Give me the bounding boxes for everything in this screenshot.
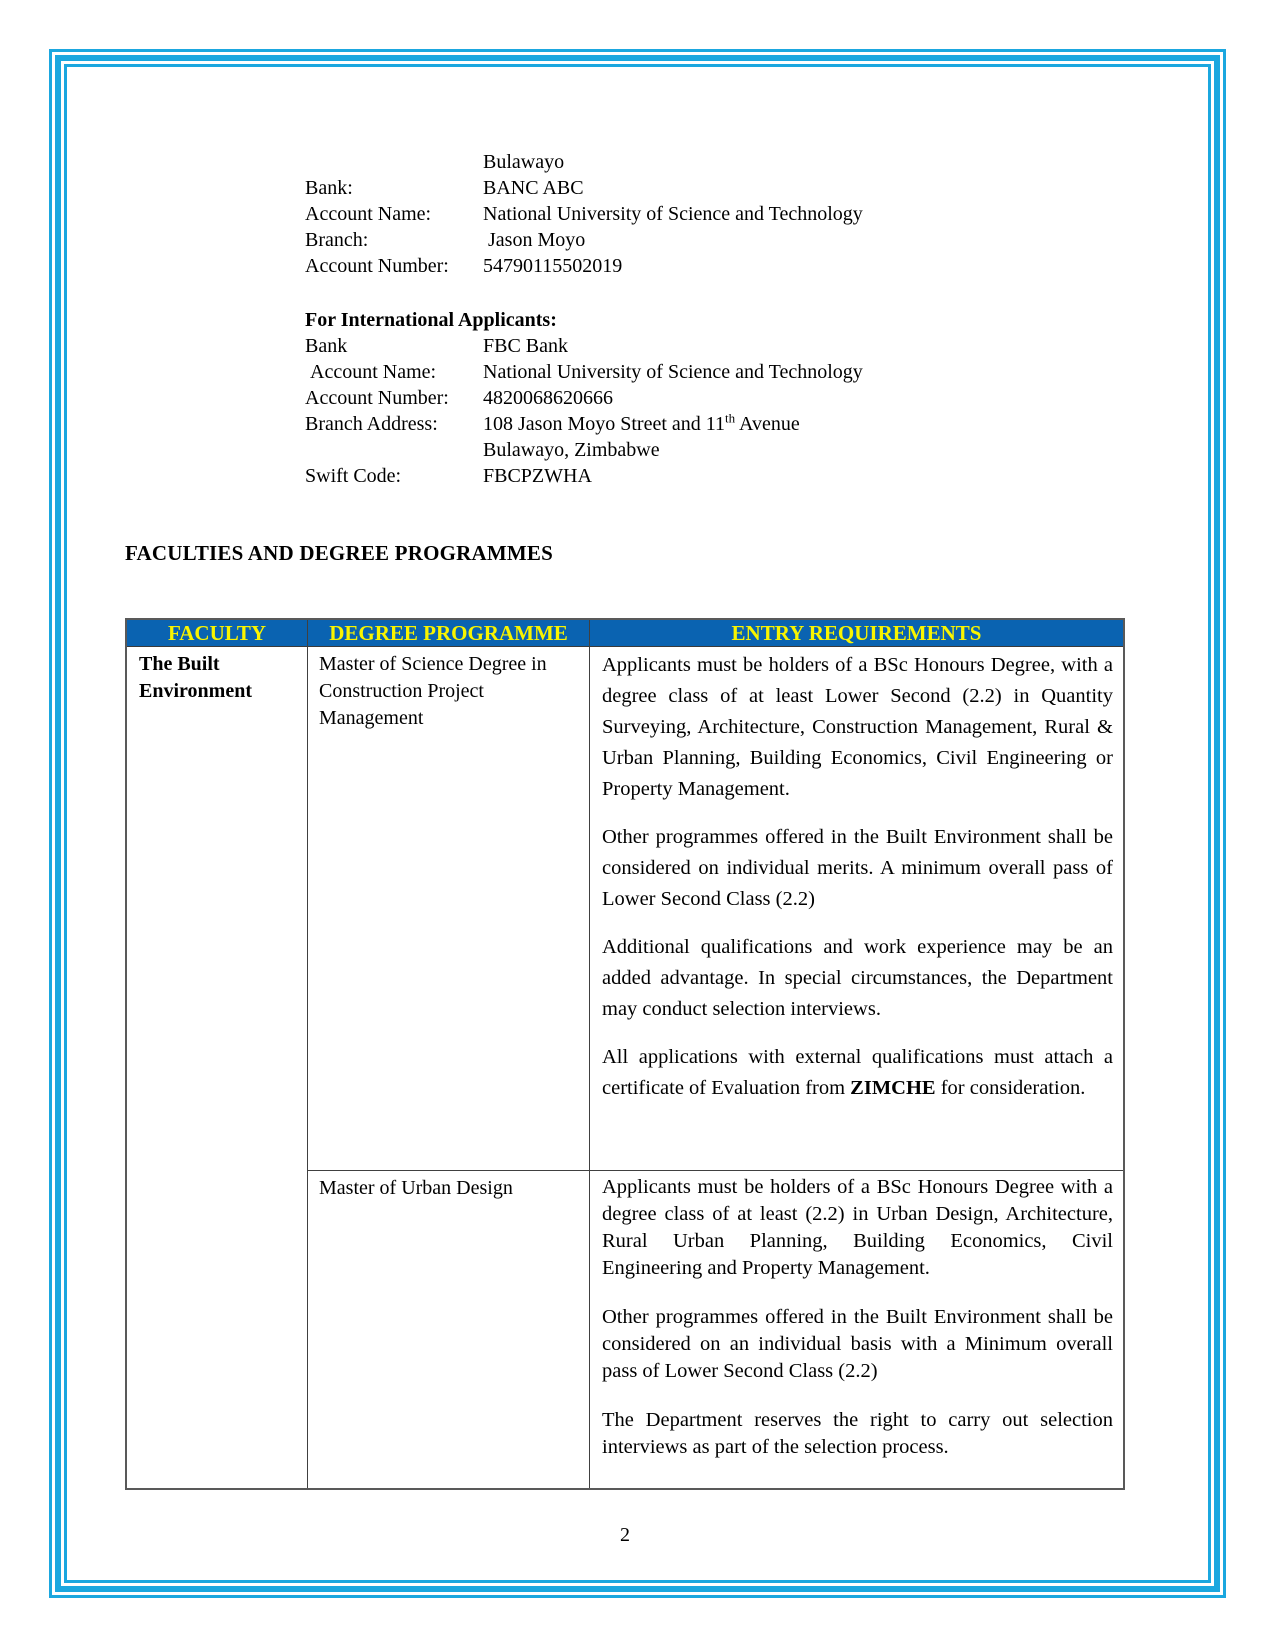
- bank-detail-row: [305, 175, 863, 201]
- column-header-entry-requirements: ENTRY REQUIREMENTS: [590, 620, 1123, 647]
- international-applicants-heading: For International Applicants:: [305, 309, 557, 331]
- detail-value: BANC ABC: [483, 177, 584, 199]
- detail-label: Account Name:: [305, 203, 432, 225]
- requirement-paragraph: Other programmes offered in the Built Environment shall be considered on individual merits. A minimum overall pass of Lower Second Class (2.2): [602, 826, 1113, 910]
- faculty-cell: The Built Environment: [127, 647, 308, 1488]
- column-header-faculty: FACULTY: [127, 620, 308, 647]
- requirement-text: All applications with external qualifications must attach a certificate of Evaluation from: [602, 1046, 1113, 1099]
- requirement-paragraph: [602, 1042, 1113, 1104]
- requirement-paragraph: Applicants must be holders of a BSc Honours Degree with a degree class of at least (2.2) in Urban Design, Architecture, Rural Urban Planning, Building Economics, Civil Engineering and Property Management.: [602, 1176, 1113, 1279]
- requirement-paragraph: Other programmes offered in the Built Environment shall be considered on an individual basis with a Minimum overall pass of Lower Second Class (2.2): [602, 1306, 1113, 1382]
- entry-requirements-cell: [590, 647, 1123, 1170]
- degree-programme-cell: Master of Urban Design: [308, 1170, 590, 1488]
- bank-detail-row: [305, 201, 863, 227]
- page-number: 2: [620, 1524, 630, 1546]
- detail-label: [305, 149, 483, 175]
- detail-value: National University of Science and Technology: [483, 361, 863, 383]
- detail-label: Account Number:: [305, 255, 449, 277]
- ordinal-suffix: th: [725, 410, 736, 426]
- detail-value: 54790115502019: [483, 255, 623, 277]
- bank-detail-row: [305, 411, 863, 437]
- bank-detail-row: [305, 227, 863, 253]
- degree-programme-cell: Master of Science Degree in Construction Project Management: [308, 647, 590, 1170]
- requirement-paragraph: The Department reserves the right to carry out selection interviews as part of the selection process.: [602, 1409, 1113, 1458]
- detail-label: Account Name:: [305, 361, 437, 383]
- detail-label: [305, 437, 483, 463]
- section-heading: FACULTIES AND DEGREE PROGRAMMES: [125, 541, 554, 565]
- bank-detail-row: [305, 437, 863, 463]
- international-banking-details: [305, 307, 863, 489]
- requirement-paragraph: Applicants must be holders of a BSc Honours Degree, with a degree class of at least Lower Second (2.2) in Quantity Surveying, Architecture, Construction Management, Rural & Urban Planning, Building Economics, Civil Engineering or Property Management.: [602, 654, 1113, 800]
- detail-label: Branch:: [305, 229, 369, 251]
- address-text: Avenue: [735, 413, 800, 435]
- bank-detail-row: [305, 149, 863, 175]
- local-banking-details: [305, 149, 863, 279]
- detail-label: Bank:: [305, 177, 353, 199]
- bank-detail-row: [305, 253, 863, 279]
- address-text: 108 Jason Moyo Street and 11: [483, 413, 726, 435]
- requirement-text: for consideration.: [935, 1077, 1086, 1099]
- requirement-paragraph: Additional qualifications and work experience may be an added advantage. In special circumstances, the Department may conduct selection interviews.: [602, 936, 1113, 1020]
- detail-value: Bulawayo, Zimbabwe: [483, 439, 660, 461]
- detail-label: Swift Code:: [305, 465, 402, 487]
- bank-detail-row: [305, 385, 863, 411]
- zimche-emphasis: ZIMCHE: [850, 1077, 936, 1099]
- bank-detail-row: [305, 359, 863, 385]
- detail-label: Bank: [305, 335, 348, 357]
- detail-value: 4820068620666: [483, 387, 613, 409]
- programmes-table: [125, 618, 1125, 1490]
- detail-value: National University of Science and Technology: [483, 203, 863, 225]
- entry-requirements-cell: [590, 1170, 1123, 1488]
- bank-detail-row: [305, 333, 863, 359]
- detail-label: Account Number:: [305, 387, 449, 409]
- column-header-degree-programme: DEGREE PROGRAMME: [308, 620, 590, 647]
- detail-value: FBC Bank: [483, 335, 569, 357]
- detail-value: [483, 411, 800, 437]
- bank-detail-row: [305, 463, 863, 489]
- detail-value: Jason Moyo: [483, 229, 586, 251]
- detail-label: Branch Address:: [305, 413, 438, 435]
- detail-value: FBCPZWHA: [483, 465, 592, 487]
- detail-value: Bulawayo: [483, 151, 565, 173]
